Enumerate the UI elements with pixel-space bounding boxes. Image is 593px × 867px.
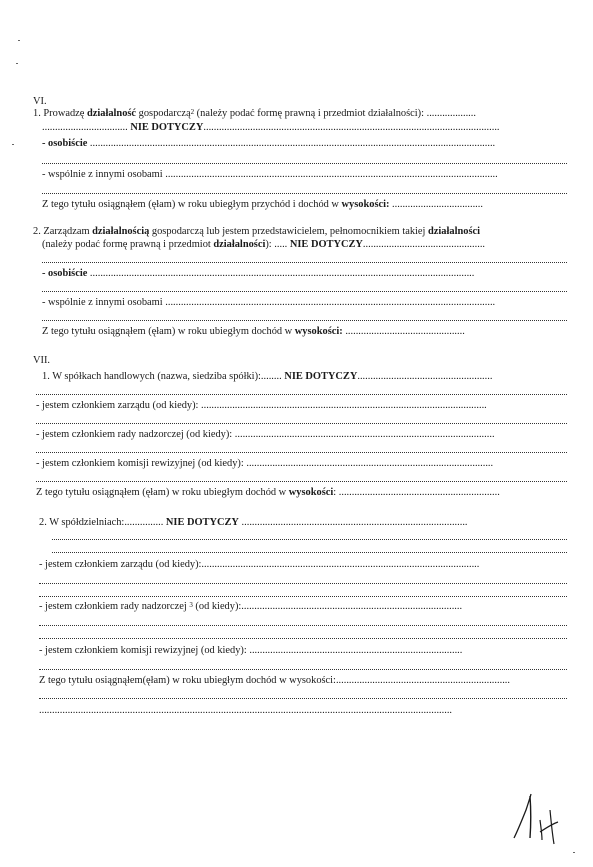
dotted-line bbox=[36, 394, 567, 395]
vi-p1-line1: 1. Prowadzę działalność gospodarczą$^2$ (należy podać formę prawną i przedmiot działalności): ................... bbox=[33, 108, 476, 119]
vii-p2-income: Z tego tytułu osiągnąłem(ęłam) w roku ubiegłym dochód w wysokości:................................................................... bbox=[39, 675, 510, 686]
margin-speck bbox=[16, 63, 18, 64]
vi-p2-line2: (należy podać formę prawną i przedmiot działalności): ..... NIE DOTYCZY............................................... bbox=[42, 239, 486, 250]
vii-p1-income: Z tego tytułu osiągnąłem (ęłam) w roku ubiegłym dochód w wysokości: .............................................................. bbox=[36, 487, 500, 498]
vi-p1-line2: ................................. NIE DOTYCZY.................................................................................................................. bbox=[42, 122, 500, 133]
vii-p1-zarzad: - jestem członkiem zarządu (od kiedy): .............................................................................................................. bbox=[36, 400, 487, 411]
vi-p1-osobiscie: - osobiście ............................................................................................................................................................ bbox=[42, 138, 496, 149]
vii-p1-komisja: - jestem członkiem komisji rewizyjnej (od kiedy): ............................................................................................... bbox=[36, 458, 494, 469]
vii-p2-dots-last: ............................................................................................................................................................... bbox=[39, 705, 453, 716]
vi-p1-income: Z tego tytułu osiągnąłem (ęłam) w roku ubiegłym przychód i dochód w wysokości: ................................... bbox=[42, 199, 483, 210]
dotted-line bbox=[39, 596, 567, 597]
dotted-line bbox=[42, 320, 567, 321]
dotted-line bbox=[36, 452, 567, 453]
dotted-line bbox=[42, 193, 567, 194]
dotted-line bbox=[36, 481, 567, 482]
handwritten-signature-icon bbox=[500, 780, 580, 850]
vi-p2-osobiscie: - osobiście .................................................................................................................................................... bbox=[42, 268, 475, 279]
dotted-line bbox=[39, 638, 567, 639]
dotted-line bbox=[42, 262, 567, 263]
vi-p2-line1: 2. Zarządzam działalnością gospodarczą lub jestem przedstawicielem, pełnomocnikiem takiej działalności bbox=[33, 226, 480, 237]
vi-p1-wspolnie: - wspólnie z innymi osobami ................................................................................................................................ bbox=[42, 169, 498, 180]
vii-p2-zarzad: - jestem członkiem zarządu (od kiedy):........................................................................................................... bbox=[39, 559, 480, 570]
dotted-line bbox=[42, 163, 567, 164]
margin-speck bbox=[18, 40, 20, 41]
vii-p2-line1: 2. W spółdzielniach:............... NIE DOTYCZY ....................................................................................... bbox=[39, 517, 468, 528]
margin-speck bbox=[573, 852, 575, 853]
section-vii-heading: VII. bbox=[33, 355, 51, 366]
dotted-line bbox=[39, 669, 567, 670]
dotted-line bbox=[36, 423, 567, 424]
vi-p2-income: Z tego tytułu osiągnąłem (ęłam) w roku ubiegłym dochód w wysokości: .............................................. bbox=[42, 326, 465, 337]
vi-p2-wspolnie: - wspólnie z innymi osobami ............................................................................................................................... bbox=[42, 297, 496, 308]
dotted-line bbox=[52, 552, 567, 553]
vii-p1-line1: 1. W spółkach handlowych (nazwa, siedziba spółki):........ NIE DOTYCZY.................................................... bbox=[42, 371, 493, 382]
dotted-line bbox=[42, 291, 567, 292]
dotted-line bbox=[39, 583, 567, 584]
dotted-line bbox=[39, 625, 567, 626]
vii-p1-rada: - jestem członkiem rady nadzorczej (od kiedy): .................................................................................................... bbox=[36, 429, 495, 440]
margin-speck bbox=[12, 144, 14, 145]
dotted-line bbox=[39, 698, 567, 699]
vii-p2-rada: - jestem członkiem rady nadzorczej $^3$ (od kiedy):..................................................................................... bbox=[39, 601, 463, 612]
section-vi-heading: VI. bbox=[33, 96, 47, 107]
vii-p2-komisja: - jestem członkiem komisji rewizyjnej (od kiedy): .................................................................................. bbox=[39, 645, 463, 656]
dotted-line bbox=[52, 539, 567, 540]
